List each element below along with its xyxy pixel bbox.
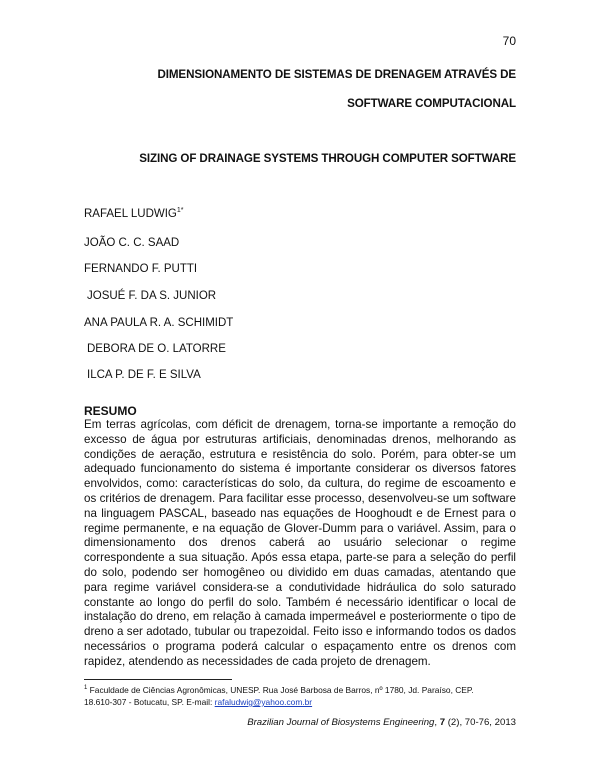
author-2: JOÃO C. C. SAAD xyxy=(84,237,180,249)
title-portuguese-line-1: DIMENSIONAMENTO DE SISTEMAS DE DRENAGEM ATRAVÉS DE xyxy=(157,68,516,81)
footnote-email-link[interactable]: rafaludwig@yahoo.com.br xyxy=(214,697,313,707)
author-7: ILCA P. DE F. E SILVA xyxy=(87,369,201,381)
journal-volume: 7 xyxy=(439,717,446,728)
author-5: ANA PAULA R. A. SCHIMIDT xyxy=(84,317,234,329)
journal-citation: Brazilian Journal of Biosystems Engineering, 7 (2), 70-76, 2013 xyxy=(247,717,516,728)
footnote-affiliation: Faculdade de Ciências Agronômicas, UNESP. Rua José Barbosa de Barros, nº 1780, Jd. Paraíso, CEP. xyxy=(89,685,474,695)
author-6: DEBORA DE O. LATORRE xyxy=(87,343,226,355)
author-name: RAFAEL LUDWIG xyxy=(84,208,177,220)
author-footnote-mark: 1* xyxy=(176,207,184,215)
resumo-text: Em terras agrícolas, com déficit de drenagem, torna-se importante a remoção do excesso de água por estruturas artificiais, denominadas drenos, melhorando as condições de aeração, estrutura e resistência do solo. Porém, para obter-se um adequado funcionamento do sistema é importante considerar os diversos fatores envolvidos, como: características do solo, da cultura, do regime de escoamento e os critérios de drenagem. Para facilitar esse processo, desenvolveu-se um software na linguagem PASCAL, baseado nas equações de Hooghoudt e de Ernest para o regime permanente, e na equação de Glover-Dumm para o variável. Assim, para o dimensionamento dos drenos caberá ao usuário selecionar o regime correspondente a sua situação. Após essa etapa, parte-se para a seleção do perfil do solo, podendo ser homogêneo ou dividido em duas camadas, atentando que para regime variável considera-se a condutividade hidráulica do solo saturado constante ao longo do perfil do solo. Também é necessário identificar o local de instalação do dreno, em relação à camada impermeável e posteriormente o tipo de dreno a ser adotado, tubular ou trapezoidal. Feito isso e informando todos os dados necessários o programa poderá calcular o espaçamento entre os drenos com rapidez, atendendo as necessidades de cada projeto de drenagem. xyxy=(84,418,516,668)
footnote xyxy=(84,684,524,708)
footnote-mark: 1 xyxy=(84,685,88,692)
page-number: 70 xyxy=(502,34,516,48)
title-portuguese-line-2: SOFTWARE COMPUTACIONAL xyxy=(347,97,516,110)
author-4: JOSUÉ F. DA S. JUNIOR xyxy=(87,290,217,302)
footnote-address: 18.610-307 - Botucatu, SP. E-mail: xyxy=(84,697,213,707)
author-1 xyxy=(84,208,184,220)
footnote-divider xyxy=(84,679,232,680)
journal-issue-pages: (2), 70-76, 2013 xyxy=(447,717,516,728)
journal-name: Brazilian Journal of Biosystems Engineering xyxy=(247,717,435,728)
author-3: FERNANDO F. PUTTI xyxy=(84,263,198,275)
resumo-heading: RESUMO xyxy=(84,404,137,418)
title-english: SIZING OF DRAINAGE SYSTEMS THROUGH COMPUTER SOFTWARE xyxy=(139,152,516,165)
